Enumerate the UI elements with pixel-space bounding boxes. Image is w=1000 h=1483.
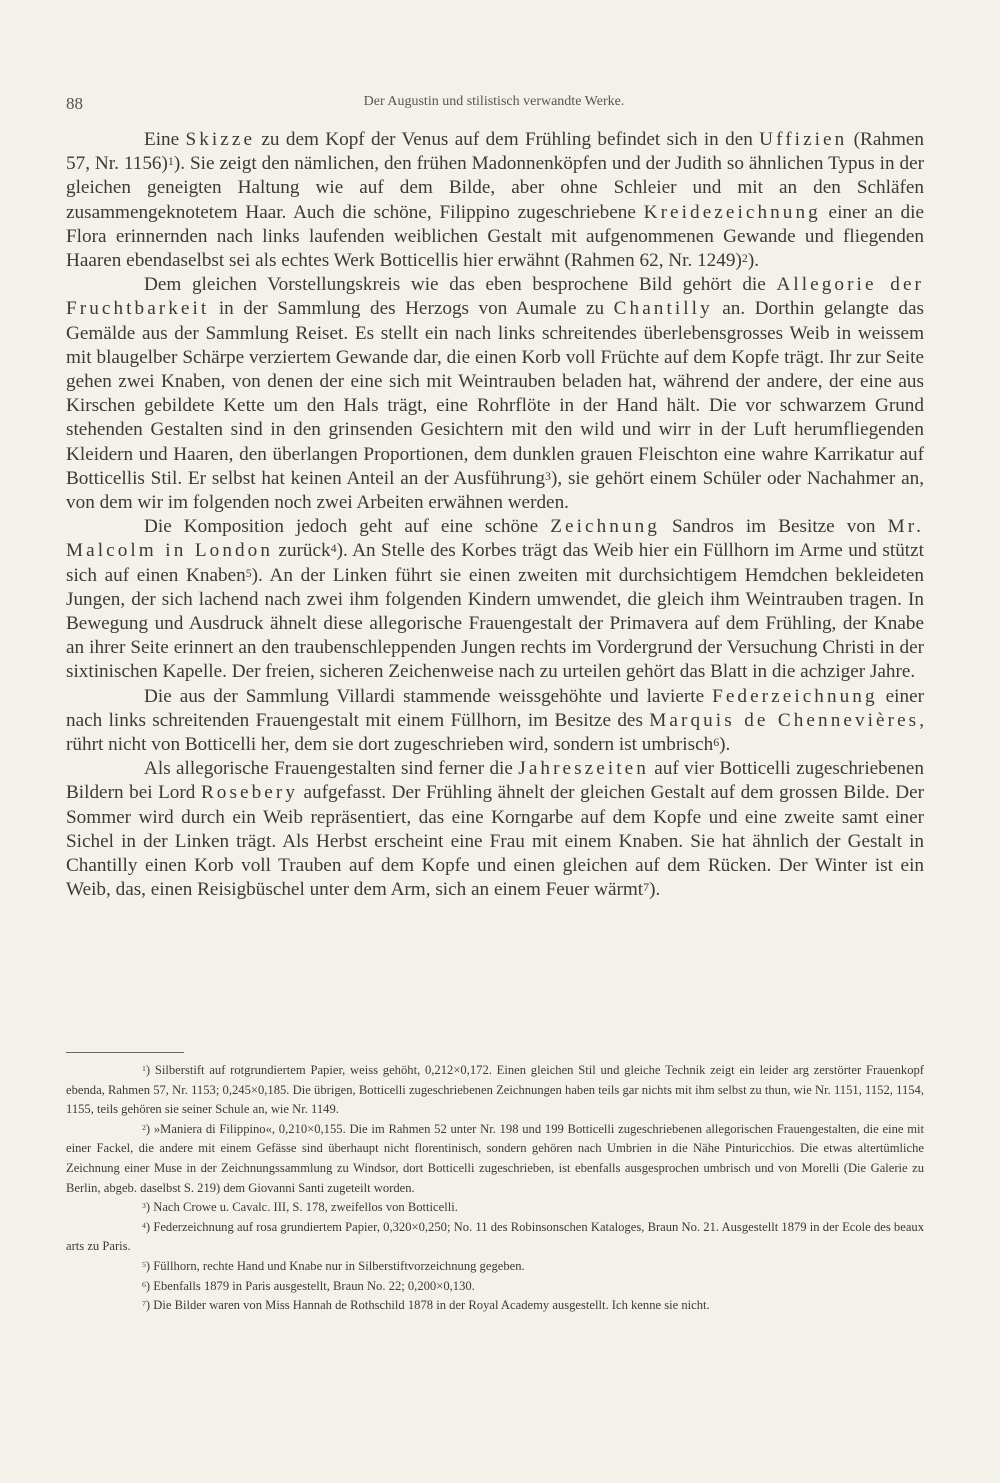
footnote-mark: 3 — [142, 1201, 146, 1211]
page-number: 88 — [66, 94, 83, 113]
text-run: in der Sammlung des Herzogs von Aumale zu — [209, 298, 614, 320]
text-run: ). — [747, 250, 759, 272]
footnote-mark: 2 — [142, 1123, 146, 1133]
text-run: Die Komposition jedoch geht auf eine schöne — [144, 516, 551, 538]
footnote-text: Füllhorn, rechte Hand und Knabe nur in Silberstiftvorzeichnung gegeben. — [153, 1258, 525, 1273]
text-run: Dem gleichen Vorstellungskreis wie das eben besprochene Bild gehört die — [144, 274, 777, 296]
text-run: einer an die Flora erinnernden nach links laufenden weiblichen Gestalt mit aufgenommenen Gewande und fliegenden Haaren ebendaselbst sei als echtes Werk Botticellis hier erwähnt (Rahmen 62, Nr. 1249) — [66, 201, 924, 272]
footnote-text: Silberstift auf rotgrundiertem Papier, weiss gehöht, 0,212×0,172. Einen gleichen Stil und gleiche Technik zeigt ein leider arg zerstörter Frauenkopf ebenda, Rahmen 57, Nr. 1153; 0,245×0,185. Die übrigen, Botticelli zugeschriebenen Zeichnungen haben teils gar nichts mit ihm selbst zu thun, wie Nr. 1151, 1152, 1154, 1155, teils gehören sie seiner Schule an, wie Nr. 1149. — [66, 1063, 924, 1117]
footnote-mark-paren: ) — [145, 1121, 154, 1136]
footnote — [66, 1061, 924, 1120]
footnote-reference: 6 — [713, 734, 720, 749]
footnote-reference: 5 — [245, 565, 252, 580]
text-run: aufgefasst. Der Frühling ähnelt der gleichen Gestalt auf dem grossen Bilde. Der Sommer wird durch ein Weib repräsentiert, das eine Korngarbe auf dem Kopfe und eine zweite samt einer Sichel in der Linken trägt. Als Herbst erscheint eine Frau mit einem Knaben. Sie hat ähnlich der Gestalt in Chantilly einen Korb voll Trauben auf dem Kopfe und einen gleichen auf dem Rücken. Der Winter ist ein Weib, das, einen Reisigbüschel unter dem Arm, sich an einem Feuer wärmt — [66, 782, 924, 901]
footnote-mark: 1 — [142, 1064, 146, 1074]
footnote — [66, 1257, 924, 1277]
text-run: ). An der Linken führt sie einen zweiten mit durchsichtigem Hemdchen bekleideten Jungen, der sich lachend nach zwei ihm folgenden Kindern umwendet, die gleich ihm Weintrauben tragen. In Bewegung und Ausdruck ähnelt diese allegorische Frauengestalt der Primavera auf dem Frühling, der Knabe an ihrer Seite erinnert an den traubenschleppenden Jungen rechts im Vordergrund der Versuchung Christi in der sixtinischen Kapelle. Der freien, sicheren Zeichenweise nach zu urteilen gehört das Blatt in die achziger Jahre. — [66, 564, 924, 683]
text-run: an. Dorthin gelangte das Gemälde aus der Sammlung Reiset. Es stellt ein nach links schreitendes überlebensgrosses Weib in weissem mit blaugelber Schärpe verziertem Gewande dar, die einen Korb voll Früchte auf dem Kopfe trägt. Ihr zur Seite gehen zwei Knaben, von denen der eine sich mit Weintrauben beladen hat, während der andere, der eine aus Kirschen gebildete Kette um den Hals trägt, eine Rohrflöte in der Hand hält. Die vor schwarzem Grund stehenden Gestalten sind in den grinsenden Gesichtern mit den wild und wirr in der Luft herumfliegenden Kleidern und Haaren, den überlangen Proportionen, dem dunklen grauen Fleischton eine wahre Karrikatur auf Botticellis Stil. Er selbst hat keinen Anteil an der Ausführung — [66, 298, 925, 489]
text-run: Als allegorische Frauengestalten sind ferner die — [144, 758, 519, 780]
footnote-separator — [66, 1052, 184, 1053]
footnote-mark: 7 — [142, 1299, 146, 1309]
spaced-emphasis: Uffizien — [759, 129, 848, 150]
footnote-mark-paren: ) — [145, 1219, 154, 1234]
text-run: ). An Stelle des Korbes trägt das Weib hier ein Füllhorn im Arme und stützt sich auf einen Knaben — [66, 540, 924, 586]
body-paragraph — [66, 685, 924, 758]
text-run: ). — [649, 879, 661, 901]
footnote — [66, 1218, 924, 1257]
text-run: ). Sie zeigt den nämlichen, den frühen Madonnenköpfen und der Judith so ähnlichen Typus in der gleichen geneigten Haltung wie auf dem Bilde, aber ohne Schleier und mit an den Schläfen zusammengeknotetem Haar. Auch die schöne, Filippino zugeschriebene — [66, 153, 924, 223]
footnote-text: Nach Crowe u. Cavalc. III, S. 178, zweifellos von Botticelli. — [153, 1200, 458, 1215]
footnote-mark: 6 — [142, 1279, 146, 1289]
footnote-mark: 4 — [142, 1221, 146, 1231]
footnote-mark-paren: ) — [145, 1278, 154, 1293]
text-run: ). — [719, 734, 731, 756]
spaced-emphasis: Mr. Malcolm in London — [66, 516, 924, 562]
spaced-emphasis: Marquis de Chennevières — [649, 709, 920, 731]
footnote-text: »Maniera di Filippino«, 0,210×0,155. Die im Rahmen 52 unter Nr. 198 und 199 Botticelli zugeschriebenen allegorischen Frauengestalten, die eine mit einer Fackel, die andere mit einem Gefässe sind überhaupt nicht florentinisch, sondern gehören nach Umbrien in die Nähe Pinturicchios. Die etwas altertümliche Zeichnung einer Muse in der Zeichnungssammlung zu Windsor, dort Botticelli zugeschrieben, ist ebenfalls ausgesprochen umbrisch und von Morelli (Die Galerie zu Berlin, abgeb. daselbst S. 219) dem Giovanni Santi zugeteilt worden. — [66, 1121, 925, 1195]
body-paragraph — [66, 757, 924, 902]
footnotes — [66, 1061, 924, 1316]
footnote-mark: 5 — [142, 1260, 146, 1270]
footnote-text: Ebenfalls 1879 in Paris ausgestellt, Braun No. 22; 0,200×0,130. — [153, 1278, 475, 1293]
text-run: (Rahmen 57, Nr. 1156) — [66, 129, 924, 175]
footnote-text: Die Bilder waren von Miss Hannah de Rothschild 1878 in der Royal Academy ausgestellt. Ich kenne sie nicht. — [153, 1298, 710, 1313]
body-paragraph — [66, 128, 924, 273]
footnote-reference: 1 — [167, 154, 174, 169]
footnote-mark-paren: ) — [145, 1298, 154, 1313]
text-run: Eine — [144, 129, 186, 150]
text-run: auf vier Botticelli zugeschriebenen Bildern bei Lord — [66, 758, 924, 804]
footnote-reference: 3 — [545, 468, 551, 483]
footnote-text: Federzeichnung auf rosa grundiertem Papier, 0,320×0,250; No. 11 des Robinsonschen Kataloges, Braun No. 21. Ausgestellt 1879 in der Ecole des beaux arts zu Paris. — [66, 1219, 925, 1254]
body-paragraph — [66, 515, 924, 684]
spaced-emphasis: Chantilly — [613, 298, 713, 320]
text-run: , rührt nicht von Botticelli her, dem sie dort zugeschrieben wird, sondern ist umbrisch — [66, 709, 924, 756]
footnote-reference: 7 — [643, 880, 650, 895]
text-run: ), sie gehört einem Schüler oder Nachahmer an, von dem wir im folgenden noch zwei Arbeiten erwähnen werden. — [66, 467, 924, 514]
spaced-emphasis: Allegorie der Fruchtbarkeit — [66, 274, 925, 320]
spaced-emphasis: Kreidezeichnung — [643, 201, 821, 223]
running-head: Der Augustin und stilistisch verwandte Werke. — [363, 94, 625, 109]
footnote — [66, 1120, 924, 1198]
body-text — [66, 128, 924, 903]
footnote-mark-paren: ) — [145, 1258, 154, 1273]
footnote-mark-paren: ) — [145, 1200, 154, 1215]
text-run: einer nach links schreitenden Frauengestalt mit einem Füllhorn, im Besitze des — [66, 685, 924, 731]
footnote — [66, 1296, 924, 1316]
spaced-emphasis: Federzeichnung — [712, 685, 878, 707]
body-paragraph — [66, 273, 924, 515]
text-run: Sandros im Besitze von — [659, 516, 888, 538]
text-run: zu dem Kopf der Venus auf dem Frühling befindet sich in den — [255, 129, 760, 150]
footnote — [66, 1198, 924, 1218]
footnote-reference: 4 — [330, 541, 337, 556]
spaced-emphasis: Zeichnung — [550, 516, 660, 538]
footnote-mark-paren: ) — [145, 1063, 155, 1077]
page-header — [66, 92, 922, 116]
text-run: Die aus der Sammlung Villardi stammende weissgehöhte und lavierte — [144, 685, 713, 707]
spaced-emphasis: Jahreszeiten — [518, 758, 649, 780]
footnote — [66, 1277, 924, 1297]
text-run: zurück — [273, 540, 331, 562]
footnote-reference: 2 — [741, 250, 748, 265]
spaced-emphasis: Skizze — [185, 129, 256, 150]
spaced-emphasis: Rosebery — [200, 782, 298, 804]
